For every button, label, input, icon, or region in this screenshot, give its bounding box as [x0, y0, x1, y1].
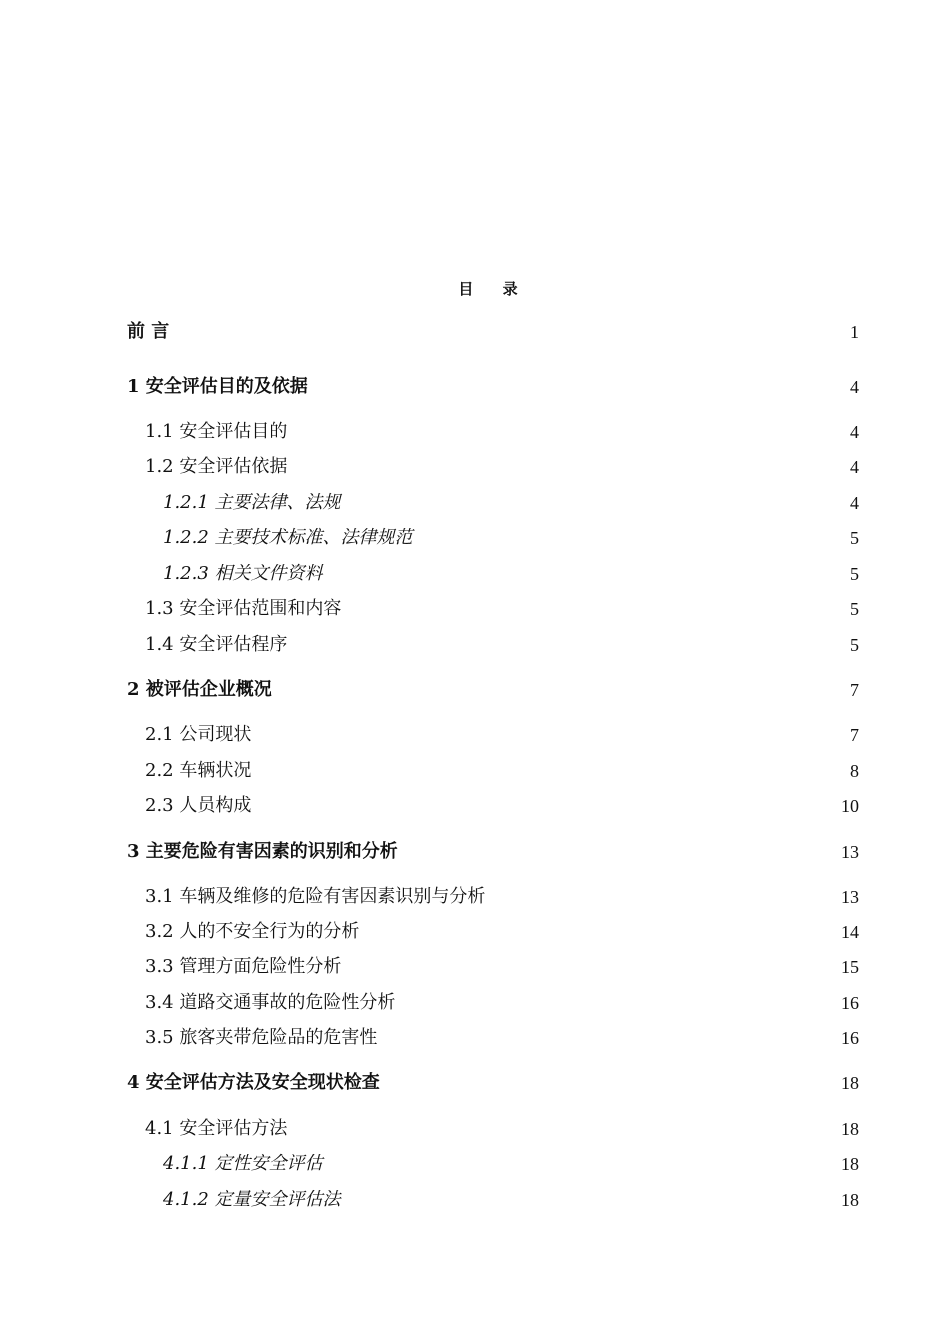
toc-entry-label: 3.4 道路交通事故的危险性分析	[145, 992, 396, 1013]
toc-entry[interactable]	[0, 630, 950, 660]
toc-entry-page: 5	[850, 564, 859, 584]
toc-entry-page: 15	[841, 957, 859, 977]
toc-entry[interactable]	[0, 1149, 950, 1179]
toc-entry-page: 14	[841, 922, 859, 942]
toc-entry-page: 5	[850, 528, 859, 548]
toc-entry-label: 1 安全评估目的及依据	[127, 376, 308, 397]
toc-entry-page: 1	[850, 322, 859, 342]
toc-entry-label: 1.2 安全评估依据	[145, 456, 288, 477]
toc-entry-page: 7	[850, 680, 859, 700]
toc-entry[interactable]	[0, 452, 950, 482]
toc-entry-page: 18	[841, 1119, 859, 1139]
toc-entry[interactable]	[0, 952, 950, 982]
toc-entry-label: 3.3 管理方面危险性分析	[145, 956, 342, 977]
toc-entry-page: 10	[841, 796, 859, 816]
toc-entry-page: 18	[841, 1073, 859, 1093]
toc-entry-page: 4	[850, 457, 859, 477]
toc-entry-label: 2 被评估企业概况	[127, 679, 272, 700]
toc-entry-label: 4.1 安全评估方法	[145, 1118, 288, 1139]
toc-entry-label: 3.2 人的不安全行为的分析	[145, 921, 360, 942]
toc-entry[interactable]	[0, 559, 950, 589]
toc-entry-label: 1.4 安全评估程序	[145, 634, 288, 655]
toc-entry[interactable]	[0, 417, 950, 447]
toc-entry[interactable]	[0, 488, 950, 518]
toc-entry[interactable]	[0, 791, 950, 821]
toc-entry-label: 1.3 安全评估范围和内容	[145, 598, 342, 619]
toc-entry-page: 7	[850, 725, 859, 745]
toc-entry-page: 13	[841, 887, 859, 907]
toc-entry[interactable]	[0, 372, 950, 402]
toc-entry-label: 1.2.3 相关文件资料	[163, 563, 323, 584]
toc-entry-label: 4.1.1 定性安全评估	[163, 1153, 323, 1174]
toc-entry-label: 1.1 安全评估目的	[145, 421, 288, 442]
toc-entry-page: 18	[841, 1190, 859, 1210]
toc-entry-label: 3.5 旅客夹带危险品的危害性	[145, 1027, 378, 1048]
toc-entry-label: 4 安全评估方法及安全现状检查	[127, 1072, 380, 1093]
toc-entry-page: 16	[841, 993, 859, 1013]
toc-entry-label: 3 主要危险有害因素的识别和分析	[127, 841, 398, 862]
toc-entry-label: 1.2.1 主要法律、法规	[163, 492, 341, 513]
toc-entry[interactable]	[0, 988, 950, 1018]
toc-entry[interactable]	[0, 594, 950, 624]
toc-entry-label: 3.1 车辆及维修的危险有害因素识别与分析	[145, 886, 486, 907]
toc-entry[interactable]	[0, 720, 950, 750]
toc-entry[interactable]	[0, 917, 950, 947]
toc-entry-page: 16	[841, 1028, 859, 1048]
toc-entry-label: 2.1 公司现状	[145, 724, 252, 745]
toc-entry-page: 4	[850, 422, 859, 442]
toc-entry-page: 13	[841, 842, 859, 862]
toc-entry-page: 8	[850, 761, 859, 781]
toc-entry-page: 18	[841, 1154, 859, 1174]
toc-entry-page: 4	[850, 493, 859, 513]
toc-entry[interactable]	[0, 675, 950, 705]
toc-entry[interactable]	[0, 837, 950, 867]
toc-entry-label: 2.3 人员构成	[145, 795, 252, 816]
toc-entry[interactable]	[0, 1185, 950, 1215]
toc-entry[interactable]	[0, 756, 950, 786]
toc-entry-page: 5	[850, 599, 859, 619]
toc-entry-page: 4	[850, 377, 859, 397]
toc-entry[interactable]	[0, 317, 950, 347]
toc-entry[interactable]	[0, 1023, 950, 1053]
toc-entry-page: 5	[850, 635, 859, 655]
toc-entry[interactable]	[0, 1068, 950, 1098]
toc-entry[interactable]	[0, 523, 950, 553]
toc-title: 目 录	[458, 280, 530, 298]
toc-entry[interactable]	[0, 882, 950, 912]
toc-entry-label: 前 言	[127, 321, 170, 342]
toc-entry-label: 4.1.2 定量安全评估法	[163, 1189, 341, 1210]
toc-entry-label: 1.2.2 主要技术标准、法律规范	[163, 527, 413, 548]
toc-entry-label: 2.2 车辆状况	[145, 760, 252, 781]
toc-entry[interactable]	[0, 1114, 950, 1144]
